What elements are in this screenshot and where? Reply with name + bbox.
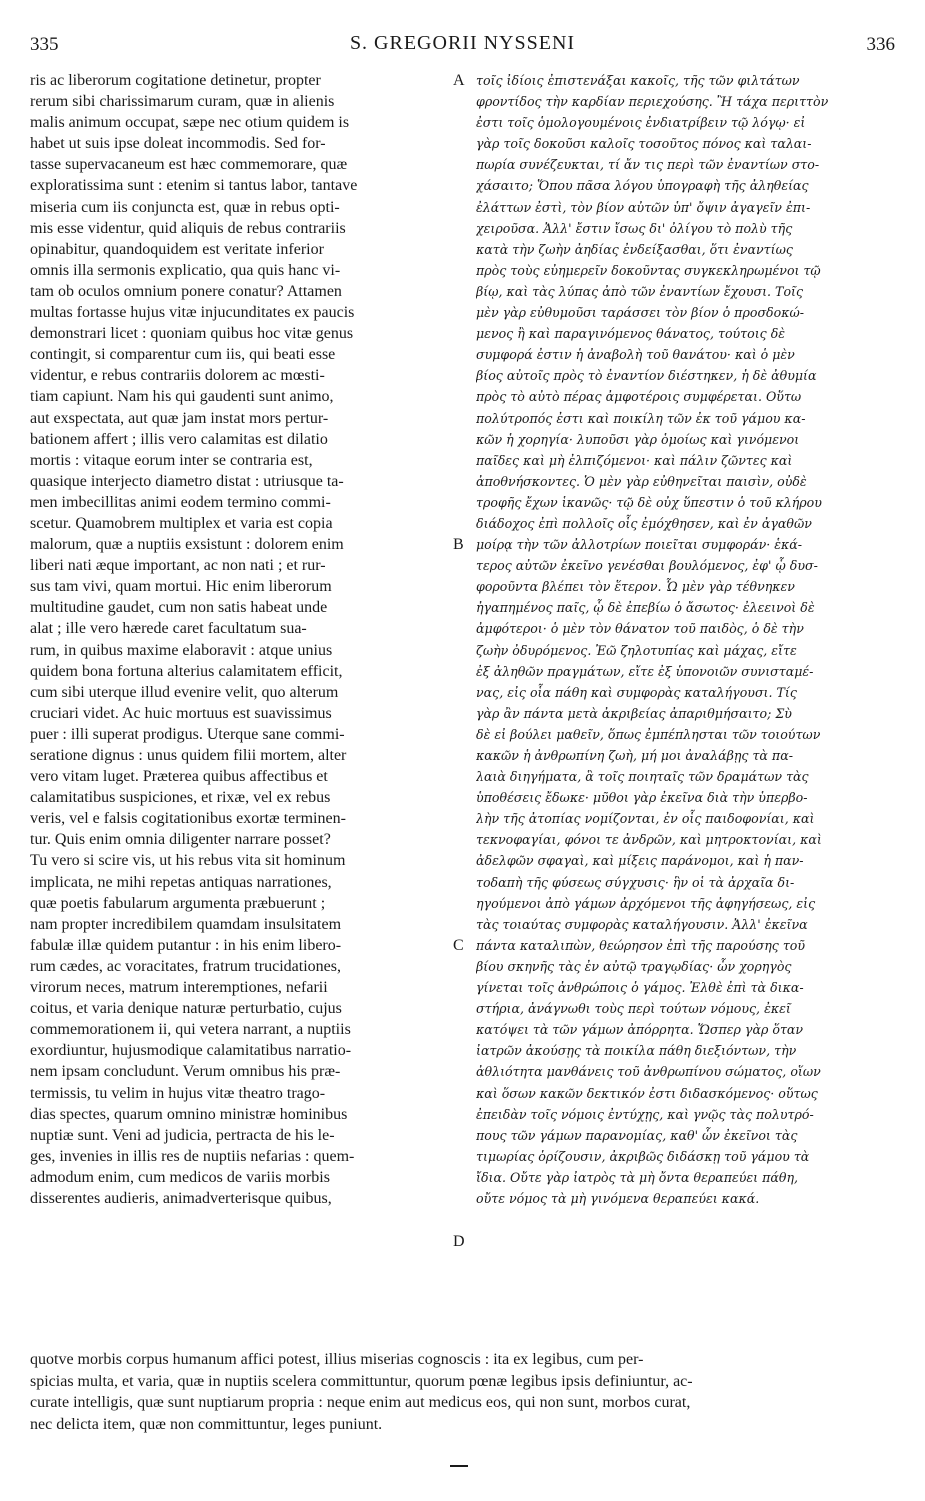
full-width-text-line: curate intelligis, quæ sunt nuptiarum propria : neque enim aut medicus eos, qui non sunt, morbos curat,	[30, 1394, 691, 1411]
greek-text-line: ἴδια. Οὔτε γὰρ ἰατρὸς τὰ μὴ ὄντα θεραπεύει πάθη,	[476, 1169, 799, 1185]
greek-text-line: βίου σκηνῆς τὰς ἐν αὐτῷ τραγῳδίας· ὧν χορηγὸς	[476, 958, 792, 974]
greek-text-line: λαιὰ διηγήματα, ἃ τοῖς ποιηταῖς τῶν δραμάτων τὰς	[476, 769, 809, 785]
latin-text-line: nuptiæ sunt. Veni ad judicia, pertracta de his le-	[30, 1126, 335, 1144]
latin-text-line: liberi nati æque important, ac non nati ; et rur-	[30, 557, 326, 575]
latin-text-line: implicata, ne mihi repetas antiquas narrationes,	[30, 873, 332, 891]
greek-text-line: ἐξ ἀληθῶν πραγμάτων, εἴτε ἐξ ὑπονοιῶν συνισταμέ-	[476, 663, 814, 679]
latin-text-line: fabulæ illæ quidem putantur : in his enim libero-	[30, 936, 342, 954]
greek-text-line: πωρία συνέζευκται, τί ἄν τις περὶ τῶν ἐναντίων στο-	[476, 157, 820, 173]
latin-text-line: quasique interjecto diametro distat : utriusque ta-	[30, 472, 344, 490]
greek-text-line: μοίρᾳ τὴν τῶν ἀλλοτρίων ποιεῖται συμφοράν· ἑκά-	[476, 537, 803, 553]
greek-text-line: βίος αὐτοῖς πρὸς τὸ ἐναντίον διέστηκεν, ἡ δὲ ἀθυμία	[476, 368, 817, 384]
greek-text-line: ἀποθνήσκοντες. Ὁ μὲν γὰρ εὐθηνεῖται παισὶν, οὐδὲ	[476, 473, 807, 489]
greek-text-line: γὰρ τοῖς δοκοῦσι καλοῖς τοσοῦτος πόνος καὶ ταλαι-	[476, 136, 812, 152]
greek-text-line: τὰς τοιαύτας συμφορὰς καταλήγουσιν. Ἀλλ' ἐκεῖνα	[476, 916, 808, 932]
latin-text-line: coitus, et varia denique naturæ perturbatio, cujus	[30, 1000, 342, 1018]
latin-text-line: multitudine gaudet, cum non satis habeat unde	[30, 599, 328, 617]
latin-text-line: virorum neces, matrum interemptiones, nefarii	[30, 979, 328, 997]
greek-text-line: πάντα καταλιπὼν, θεώρησον ἐπὶ τῆς παρούσης τοῦ	[476, 937, 806, 953]
greek-text-line: ἀμφότεροι· ὁ μὲν τὸν θάνατον τοῦ παιδὸς, ὁ δὲ τὴν	[476, 621, 804, 637]
full-width-text-line: quotve morbis corpus humanum affici potest, illius miserias cognoscis : ita ex legibus, cum per-	[30, 1351, 644, 1368]
greek-text-line: ἀδελφῶν σφαγαὶ, καὶ μίξεις παράνομοι, καὶ ἡ παν-	[476, 853, 804, 869]
latin-text-line: rum cædes, ac voracitates, fratrum trucidationes,	[30, 957, 341, 975]
latin-text-line: omnis illa sermonis explicatio, qua quis hanc vi-	[30, 261, 341, 279]
greek-text-line: τεκνοφαγίαι, φόνοι τε ἀνδρῶν, καὶ μητροκτονίαι, καὶ	[476, 832, 822, 848]
greek-text-line: στήρια, ἀνάγνωθι τοὺς περὶ τούτων νόμους, ἐκεῖ	[476, 1001, 791, 1017]
latin-column	[30, 70, 454, 1209]
greek-text-line: νας, εἰς οἷα πάθη καὶ συμφορὰς καταλήγουσι. Τίς	[476, 684, 797, 700]
latin-text-line: scetur. Quamobrem multiplex et varia est copia	[30, 514, 333, 532]
greek-text-line: ηγούμενοι ἀπὸ γάμων ἀρχόμενοι τῆς ἀφηγήσεως, εἰς	[476, 895, 816, 911]
latin-text-line: ges, invenies in illis res de nuptiis nefarias : quem-	[30, 1147, 355, 1165]
greek-text-line: συμφορά ἐστιν ἡ ἀναβολὴ τοῦ θανάτου· καὶ ὁ μὲν	[476, 347, 795, 363]
latin-text-line: tur. Quis enim omnia diligenter narrare posset?	[30, 831, 331, 849]
greek-text-line: χειροῦσα. Ἀλλ' ἔστιν ἴσως δι' ὀλίγου τὸ πολὺ τῆς	[476, 220, 793, 236]
greek-text-line: ἰατρῶν ἀκούσῃς τὰ ποικίλα πάθη διεξιόντων, τὴν	[476, 1043, 797, 1059]
greek-text-line: τοῖς ἰδίοις ἐπιστενάξαι κακοῖς, τῆς τῶν φιλτάτων	[476, 73, 800, 88]
running-title: S. GREGORII NYSSENI	[349, 32, 576, 54]
latin-text-line: seratione dignus : unus quidem filii mortem, alter	[30, 747, 347, 764]
latin-text-line: multas fortasse hujus vitæ injucunditates ex paucis	[30, 304, 355, 322]
latin-text-line: admodum enim, cum medicos de variis morbis	[30, 1168, 330, 1186]
latin-text-line: cum sibi uterque illud evenire velit, quo alterum	[30, 683, 339, 701]
greek-text-line: μὲν γὰρ εὐθυμοῦσι ταράσσει τὸν βίον ὁ προσδοκώ-	[476, 305, 804, 321]
latin-text-line: mortis : vitaque eorum inter se contraria est,	[30, 451, 313, 469]
latin-text-line: aut exspectata, aut quæ jam instat mors pertur-	[30, 409, 329, 427]
latin-text-line: sus tam vivi, quam mortui. Hic enim liberorum	[30, 578, 332, 596]
greek-text-line: ζωὴν ὀδυρόμενος. Ἐῶ ζηλοτυπίας καὶ μάχας, εἴτε	[476, 642, 797, 658]
greek-text-line: ἐπειδὰν τοῖς νόμοις ἐντύχῃς, καὶ γνῷς τὰς πολυτρό-	[476, 1106, 814, 1122]
latin-text-line: cruciari videt. Ac huic mortuus est suavissimus	[30, 704, 332, 722]
latin-text-line: demonstrari licet : quoniam quibus hoc vitæ genus	[30, 325, 354, 343]
greek-text-line: κῶν ἡ χορηγία· λυποῦσι γὰρ ὁμοίως καὶ γινόμενοι	[476, 431, 800, 447]
greek-text-line: φοροῦντα βλέπει τὸν ἕτερον. Ὧ μὲν γὰρ τέθνηκεν	[476, 579, 795, 595]
latin-text-line: tiam capiunt. Nam his qui gaudenti sunt animo,	[30, 388, 334, 406]
page-number-right: 336	[866, 34, 895, 55]
greek-text-line: τροφῆς ἔχων ἱκανῶς· τῷ δὲ οὐχ ὕπεστιν ὁ τοῦ κλήρου	[476, 494, 822, 510]
latin-text-line: quidem bona fortuna alterius calamitatem efficit,	[30, 662, 343, 680]
greek-text-line: βίῳ, καὶ τὰς λύπας ἀπὸ τῶν ἐναντίων ἔχουσι. Τοῖς	[476, 283, 804, 299]
latin-text-line: veris, vel e falsis cogitationibus exortæ terminen-	[30, 810, 346, 828]
latin-text-line: commemorationem ii, qui vetera narrant, a nuptiis	[30, 1021, 351, 1039]
greek-text-line: γίνεται τοῖς ἀνθρώποις ὁ γάμος. Ἐλθὲ ἐπὶ τὰ δικα-	[476, 980, 804, 996]
latin-text-line: quæ poetis fabularum argumenta præbuerunt ;	[30, 894, 326, 912]
greek-text-line: λὴν τῆς ἀτοπίας νομίζονται, ἐν οἷς παιδοφονίαι, καὶ	[476, 811, 815, 827]
greek-text-line: ἠγαπημένος παῖς, ᾧ δὲ ἐπεβίω ὁ ἄσωτος· ἐλεεινοὶ δὲ	[476, 600, 815, 616]
greek-text-line: χάσαιτο; Ὅπου πᾶσα λόγου ὑπογραφὴ τῆς ἀληθείας	[476, 178, 809, 194]
greek-text-line: μενος ἢ καὶ παραγινόμενος θάνατος, τούτοις δὲ	[476, 326, 786, 342]
greek-text-line: τοδαπὴ τῆς φύσεως σύγχυσις· ἣν οἱ τὰ ἀρχαῖα δι-	[476, 874, 795, 890]
full-width-text-line: nec delicta item, quæ non committuntur, leges puniunt.	[30, 1415, 383, 1433]
latin-text-line: rum, in quibus maxime elaboravit : atque unius	[30, 641, 333, 659]
greek-text-line: πρὸς τὸ αὐτὸ πέρας ἀμφοτέροις συμφέρεται. Οὕτω	[476, 389, 802, 405]
greek-text-line: τιμωρίας ὁρίζουσιν, ἀκριβῶς διδάσκῃ τοῦ γάμου τὰ	[476, 1148, 810, 1164]
greek-text-line: πρὸς τοὺς εὐημερεῖν δοκοῦντας συγκεκληρωμένοι τῷ	[476, 262, 821, 278]
latin-text-line: ris ac liberorum cogitatione detinetur, propter	[30, 72, 321, 89]
greek-text-line: ἐστι τοῖς ὁμολογουμένοις ἐνδιατρίβειν τῷ λόγῳ· εἰ	[476, 115, 806, 131]
latin-text-line: nam propter incredibilem quamdam insulsitatem	[30, 915, 342, 933]
page-header	[30, 28, 895, 58]
latin-text-line: disserentes audieris, animadverterisque quibus,	[30, 1189, 332, 1207]
greek-text-line: φροντίδος τὴν καρδίαν περιεχούσης. Ἢ τάχα περιττὸν	[476, 94, 829, 110]
greek-text-line: γὰρ ἂν πάντα μετὰ ἀκριβείας ἀπαριθμήσαιτο; Σὺ	[476, 705, 792, 721]
latin-text-line: malis animum occupat, sæpe nec otium quidem is	[30, 114, 350, 132]
greek-text-line: κατόψει τὰ τῶν γάμων ἀπόρρητα. Ὥσπερ γὰρ ὅταν	[476, 1022, 804, 1038]
end-rule	[450, 1465, 468, 1467]
latin-text-line: contingit, si comparentur cum iis, qui beati esse	[30, 346, 336, 364]
greek-text-line: ἐλάττων ἐστὶ, τὸν βίον αὐτῶν ὑπ' ὄψιν ἀγαγεῖν ἐπι-	[476, 199, 811, 215]
full-width-text-line: spicias multa, et varia, quæ in nuptiis scelera committuntur, quorum pœnæ legibus ipsis definiuntur, ac-	[30, 1372, 693, 1390]
latin-text-line: termissis, tu velim in hujus vitæ theatro trago-	[30, 1084, 326, 1102]
latin-text-line: calamitatibus suspiciones, et rixæ, vel ex rebus	[30, 789, 331, 807]
latin-text-line: dias spectes, quarum omnino ministræ hominibus	[30, 1105, 348, 1123]
latin-text-line: rerum sibi charissimarum curam, quæ in alienis	[30, 93, 335, 111]
greek-text-line: ἀθλιότητα μανθάνεις τοῦ ἀνθρωπίνου σώματος, οἵων	[476, 1064, 821, 1080]
greek-text-line: ὑποθέσεις ἔδωκε· μῦθοι γὰρ ἐκεῖνα διὰ τὴν ὑπερβο-	[476, 790, 808, 806]
latin-text-line: men imbecillitas animi eodem termino commi-	[30, 493, 331, 511]
greek-text-line: πολύτροπός ἐστι καὶ ποικίλη τῶν ἐκ τοῦ γάμου κα-	[476, 410, 806, 426]
latin-text-line: puer : illi superat prodigus. Uterque sane commi-	[30, 725, 345, 743]
latin-text-line: habet ut suis ipse doleat incommodis. Sed for-	[30, 135, 326, 153]
greek-text-line: παῖδες καὶ μὴ ἐλπιζόμενοι· καὶ πάλιν ζῶντες καὶ	[476, 452, 793, 468]
latin-text-line: alat ; ille vero hærede caret facultatum sua-	[30, 620, 307, 638]
latin-text-line: Tu vero si scire vis, ut his rebus vita sit hominum	[30, 852, 346, 870]
greek-column	[476, 70, 894, 1209]
latin-text-line: tasse supervacaneum est hæc commemorare, quæ	[30, 156, 348, 174]
full-width-paragraph	[30, 1349, 900, 1435]
latin-text-line: nem ipsam concludunt. Verum omnibus his præ-	[30, 1063, 341, 1081]
margin-marker: A	[453, 72, 465, 89]
latin-text-line: miseria cum iis conjuncta est, quæ in rebus opti-	[30, 198, 340, 216]
greek-text-line: τερος αὐτῶν ἐκεῖνο γενέσθαι βουλόμενος, ἐφ' ᾧ δυσ-	[476, 558, 818, 574]
latin-text-line: mis esse videntur, quid aliquis de rebus contrariis	[30, 219, 346, 237]
margin-marker: C	[453, 937, 464, 955]
latin-text-line: exordiuntur, hujusmodique calamitatibus narratio-	[30, 1042, 352, 1060]
latin-text-line: malorum, quæ a nuptiis exsistunt : dolorem enim	[30, 536, 344, 554]
latin-text-line: vero vitam luget. Præterea quibus affectibus et	[30, 768, 328, 786]
latin-text-line: bationem affert ; illis vero calamitas est dilatio	[30, 430, 328, 448]
greek-text-line: διάδοχος ἐπὶ πολλοῖς οἷς ἐμόχθησεν, καὶ ἐν ἀγαθῶν	[476, 515, 812, 531]
greek-text-line: δὲ εἰ βούλει μαθεῖν, ὅπως ἐμπέπλησται τῶν τοιούτων	[476, 726, 821, 742]
page-number-left: 335	[30, 34, 59, 55]
latin-text-line: opinabitur, quandoquidem est veritate inferior	[30, 240, 324, 258]
greek-text-line: οὔτε νόμος τὰ μὴ γινόμενα θεραπεύει κακά.	[476, 1190, 760, 1206]
greek-text-line: καὶ ὅσων κακῶν δεκτικόν ἐστι διδασκόμενος· οὕτως	[476, 1085, 818, 1101]
margin-marker: D	[453, 1232, 465, 1250]
latin-text-line: exploratissima sunt : etenim si tantus labor, tantave	[30, 177, 358, 195]
latin-text-line: videntur, e rebus contrariis dolorem ac mœsti-	[30, 367, 325, 385]
margin-marker: B	[453, 536, 464, 554]
greek-text-line: πους τῶν γάμων παρανομίας, καθ' ὧν ἐκεῖνοι τὰς	[476, 1127, 798, 1143]
latin-text-line: tam ob oculos omnium ponere conatur? Attamen	[30, 282, 342, 300]
greek-text-line: κακῶν ἡ ἀνθρωπίνη ζωὴ, μή μοι ἀναλάβῃς τὰ πα-	[476, 748, 793, 763]
greek-text-line: κατὰ τὴν ζωὴν ἀηδίας ἐνδείξασθαι, ὅτι ἐναντίως	[476, 241, 793, 257]
